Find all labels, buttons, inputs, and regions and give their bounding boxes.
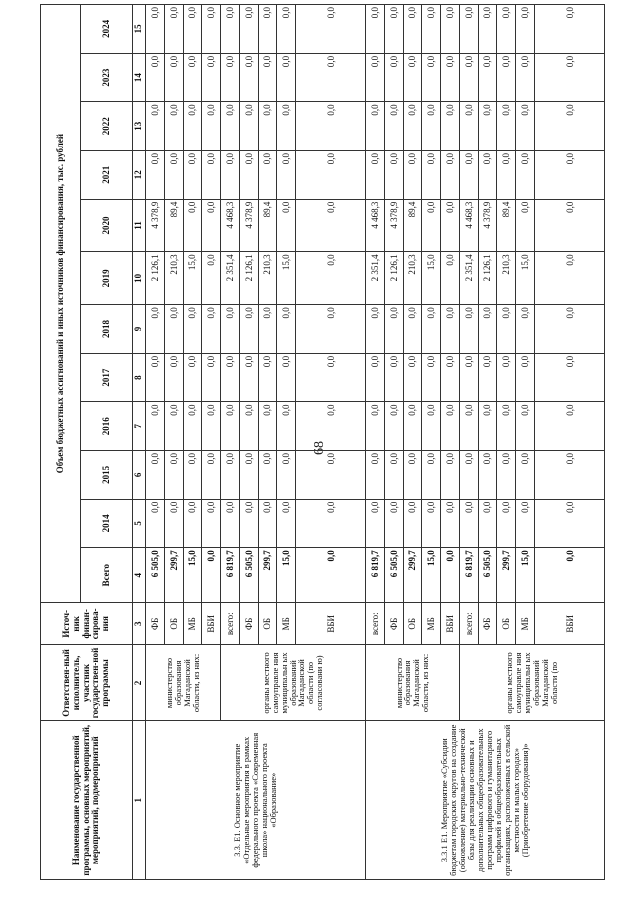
value-cell: 0,0 <box>422 499 441 548</box>
value-cell: 0,0 <box>296 499 366 548</box>
value-cell: 15,0 <box>277 252 296 305</box>
value-cell: 210,3 <box>497 252 516 305</box>
source-cell: ВБИ <box>296 603 366 645</box>
value-cell: 0,0 <box>516 353 535 402</box>
value-cell: 0,0 <box>277 305 296 354</box>
value-cell: 0,0 <box>459 53 478 102</box>
value-cell: 0,0 <box>239 402 258 451</box>
value-cell: 0,0 <box>384 151 403 200</box>
source-cell: ОБ <box>497 603 516 645</box>
value-cell: 0,0 <box>221 102 240 151</box>
source-cell: всего: <box>366 603 385 645</box>
header-responsible: Ответствен-ный исполнитель, участник государствен-ной программы <box>41 645 133 721</box>
value-cell: 0,0 <box>422 402 441 451</box>
value-cell: 0,0 <box>478 402 497 451</box>
value-cell: 0,0 <box>146 499 165 548</box>
value-cell: 0,0 <box>478 102 497 151</box>
value-cell: 0,0 <box>164 402 183 451</box>
total-cell: 0,0 <box>296 548 366 603</box>
value-cell: 15,0 <box>516 252 535 305</box>
value-cell: 0,0 <box>183 151 202 200</box>
total-cell: 15,0 <box>516 548 535 603</box>
value-cell: 0,0 <box>221 451 240 500</box>
header-index: 6 <box>133 451 146 500</box>
value-cell: 0,0 <box>146 53 165 102</box>
source-cell: ВБИ <box>441 603 460 645</box>
header-year-2023: 2023 <box>81 53 133 102</box>
source-cell: ВБИ <box>202 603 221 645</box>
value-cell: 0,0 <box>296 53 366 102</box>
value-cell: 0,0 <box>422 451 441 500</box>
value-cell: 0,0 <box>459 402 478 451</box>
value-cell: 0,0 <box>183 402 202 451</box>
total-cell: 6 505,0 <box>384 548 403 603</box>
value-cell: 210,3 <box>164 252 183 305</box>
value-cell: 4 468,3 <box>366 199 385 252</box>
value-cell: 0,0 <box>146 451 165 500</box>
value-cell: 0,0 <box>497 353 516 402</box>
value-cell: 0,0 <box>164 305 183 354</box>
value-cell: 0,0 <box>478 353 497 402</box>
value-cell: 0,0 <box>497 305 516 354</box>
value-cell: 0,0 <box>221 353 240 402</box>
value-cell: 0,0 <box>497 402 516 451</box>
header-year-2020: 2020 <box>81 199 133 252</box>
value-cell: 0,0 <box>183 199 202 252</box>
header-source: Источ-ник финан-сирова-ния <box>41 603 133 645</box>
value-cell: 0,0 <box>239 53 258 102</box>
value-cell: 0,0 <box>516 199 535 252</box>
value-cell: 0,0 <box>441 402 460 451</box>
value-cell: 0,0 <box>277 102 296 151</box>
value-cell: 0,0 <box>202 5 221 54</box>
value-cell: 2 351,4 <box>221 252 240 305</box>
total-cell: 6 505,0 <box>146 548 165 603</box>
total-cell: 299,7 <box>497 548 516 603</box>
value-cell: 0,0 <box>202 451 221 500</box>
header-year-2014: 2014 <box>81 499 133 548</box>
source-cell: МБ <box>516 603 535 645</box>
value-cell: 15,0 <box>422 252 441 305</box>
program-name: 3.3.1 Е1. Мероприятие «Субсидии бюджетам городских округов на создание (обновление) материально-технической базы для реализации основных и дополнительных общеобразовательных программ цифрового и гуманитарного профилей в общеобразовательных организациях, расположенных в сельской местности и малых городах» (Приобретение оборудования)» <box>366 721 605 880</box>
total-cell: 299,7 <box>164 548 183 603</box>
header-year-2018: 2018 <box>81 305 133 354</box>
value-cell: 0,0 <box>497 5 516 54</box>
value-cell: 0,0 <box>384 353 403 402</box>
value-cell: 0,0 <box>202 199 221 252</box>
header-name: Наименование государственной программы, основных мероприятий, мероприятий, подмероприятий <box>41 721 133 880</box>
value-cell: 0,0 <box>384 451 403 500</box>
total-cell: 6 505,0 <box>239 548 258 603</box>
value-cell: 0,0 <box>258 305 277 354</box>
value-cell: 0,0 <box>441 102 460 151</box>
value-cell: 0,0 <box>535 199 605 252</box>
value-cell: 0,0 <box>146 305 165 354</box>
value-cell: 0,0 <box>403 451 422 500</box>
budget-table <box>40 4 605 880</box>
value-cell: 0,0 <box>183 102 202 151</box>
value-cell: 0,0 <box>164 451 183 500</box>
value-cell: 0,0 <box>403 53 422 102</box>
value-cell: 0,0 <box>478 53 497 102</box>
value-cell: 0,0 <box>478 305 497 354</box>
header-index: 9 <box>133 305 146 354</box>
value-cell: 0,0 <box>258 402 277 451</box>
value-cell: 0,0 <box>277 353 296 402</box>
value-cell: 0,0 <box>146 5 165 54</box>
value-cell: 0,0 <box>277 451 296 500</box>
value-cell: 0,0 <box>403 151 422 200</box>
value-cell: 0,0 <box>366 305 385 354</box>
value-cell: 0,0 <box>146 151 165 200</box>
header-year-2016: 2016 <box>81 402 133 451</box>
value-cell: 0,0 <box>441 151 460 200</box>
value-cell: 0,0 <box>535 353 605 402</box>
source-cell: ОБ <box>164 603 183 645</box>
total-cell: 0,0 <box>441 548 460 603</box>
total-cell: 299,7 <box>258 548 277 603</box>
source-cell: ФБ <box>146 603 165 645</box>
value-cell: 0,0 <box>221 53 240 102</box>
value-cell: 4 378,9 <box>239 199 258 252</box>
value-cell: 0,0 <box>366 53 385 102</box>
value-cell: 0,0 <box>183 353 202 402</box>
value-cell: 0,0 <box>296 5 366 54</box>
header-index: 11 <box>133 199 146 252</box>
value-cell: 0,0 <box>422 102 441 151</box>
value-cell: 0,0 <box>239 5 258 54</box>
value-cell: 0,0 <box>221 402 240 451</box>
total-cell: 15,0 <box>422 548 441 603</box>
value-cell: 0,0 <box>164 5 183 54</box>
value-cell: 2 351,4 <box>459 252 478 305</box>
source-cell: всего: <box>221 603 240 645</box>
table-row <box>146 5 165 880</box>
value-cell: 0,0 <box>366 451 385 500</box>
value-cell: 0,0 <box>535 451 605 500</box>
total-cell: 6 819,7 <box>366 548 385 603</box>
value-cell: 0,0 <box>183 53 202 102</box>
responsible-ministry: министерство образования Магаданской области, из них: <box>366 645 460 721</box>
value-cell: 4 378,9 <box>478 199 497 252</box>
value-cell: 0,0 <box>422 5 441 54</box>
value-cell: 4 468,3 <box>459 199 478 252</box>
value-cell: 0,0 <box>535 252 605 305</box>
value-cell: 0,0 <box>183 499 202 548</box>
value-cell: 0,0 <box>202 252 221 305</box>
value-cell: 0,0 <box>478 451 497 500</box>
value-cell: 0,0 <box>296 353 366 402</box>
value-cell: 0,0 <box>516 305 535 354</box>
value-cell: 0,0 <box>366 151 385 200</box>
value-cell: 0,0 <box>422 151 441 200</box>
value-cell: 0,0 <box>277 151 296 200</box>
value-cell: 0,0 <box>422 199 441 252</box>
value-cell: 0,0 <box>403 353 422 402</box>
value-cell: 210,3 <box>403 252 422 305</box>
source-cell: МБ <box>277 603 296 645</box>
value-cell: 0,0 <box>403 402 422 451</box>
value-cell: 0,0 <box>146 353 165 402</box>
value-cell: 89,4 <box>164 199 183 252</box>
value-cell: 15,0 <box>183 252 202 305</box>
value-cell: 0,0 <box>221 151 240 200</box>
value-cell: 0,0 <box>535 5 605 54</box>
header-index: 4 <box>133 548 146 603</box>
value-cell: 0,0 <box>183 5 202 54</box>
value-cell: 0,0 <box>277 5 296 54</box>
value-cell: 0,0 <box>202 102 221 151</box>
value-cell: 0,0 <box>478 5 497 54</box>
total-cell: 6 505,0 <box>478 548 497 603</box>
value-cell: 0,0 <box>535 305 605 354</box>
value-cell: 0,0 <box>183 305 202 354</box>
value-cell: 0,0 <box>221 499 240 548</box>
header-index: 10 <box>133 252 146 305</box>
value-cell: 0,0 <box>366 353 385 402</box>
value-cell: 0,0 <box>478 499 497 548</box>
source-cell: МБ <box>183 603 202 645</box>
source-cell: ФБ <box>478 603 497 645</box>
value-cell: 0,0 <box>258 451 277 500</box>
value-cell: 0,0 <box>497 53 516 102</box>
rotated-table-container <box>40 4 605 880</box>
value-cell: 2 126,1 <box>384 252 403 305</box>
value-cell: 0,0 <box>497 151 516 200</box>
value-cell: 0,0 <box>202 151 221 200</box>
header-index: 7 <box>133 402 146 451</box>
value-cell: 0,0 <box>277 402 296 451</box>
value-cell: 0,0 <box>384 499 403 548</box>
value-cell: 2 126,1 <box>239 252 258 305</box>
value-cell: 0,0 <box>239 451 258 500</box>
value-cell: 0,0 <box>164 499 183 548</box>
value-cell: 0,0 <box>516 451 535 500</box>
value-cell: 0,0 <box>202 402 221 451</box>
value-cell: 0,0 <box>221 5 240 54</box>
value-cell: 0,0 <box>384 402 403 451</box>
value-cell: 4 468,3 <box>221 199 240 252</box>
value-cell: 0,0 <box>239 305 258 354</box>
total-cell: 6 819,7 <box>221 548 240 603</box>
source-cell: ВБИ <box>535 603 605 645</box>
value-cell: 0,0 <box>422 305 441 354</box>
value-cell: 0,0 <box>366 5 385 54</box>
value-cell: 0,0 <box>403 102 422 151</box>
responsible-municipal: органы местного самоуправле ния муниципальн ых образований Магаданской области (по <box>459 645 604 721</box>
value-cell: 0,0 <box>497 102 516 151</box>
value-cell: 0,0 <box>183 451 202 500</box>
value-cell: 0,0 <box>459 499 478 548</box>
header-year-2017: 2017 <box>81 353 133 402</box>
header-index: 5 <box>133 499 146 548</box>
header-index: 1 <box>133 721 146 880</box>
header-financing-group: Объем бюджетных ассигнований и иных источников финансирования, тыс. рублей <box>41 5 81 603</box>
value-cell: 0,0 <box>277 499 296 548</box>
value-cell: 0,0 <box>239 353 258 402</box>
value-cell: 0,0 <box>202 305 221 354</box>
source-cell: МБ <box>422 603 441 645</box>
header-index: 8 <box>133 353 146 402</box>
value-cell: 0,0 <box>384 5 403 54</box>
source-cell: ОБ <box>258 603 277 645</box>
value-cell: 0,0 <box>296 252 366 305</box>
value-cell: 0,0 <box>202 499 221 548</box>
program-name: 3.3. Е1. Основное мероприятие «Отдельные мероприятия в рамках федерального проекта «Современная школа» национального проекта «Образование» <box>146 721 366 880</box>
value-cell: 0,0 <box>384 102 403 151</box>
total-cell: 15,0 <box>183 548 202 603</box>
value-cell: 0,0 <box>296 151 366 200</box>
value-cell: 0,0 <box>384 305 403 354</box>
value-cell: 89,4 <box>403 199 422 252</box>
value-cell: 0,0 <box>258 102 277 151</box>
value-cell: 0,0 <box>516 5 535 54</box>
value-cell: 0,0 <box>403 499 422 548</box>
header-index: 15 <box>133 5 146 54</box>
value-cell: 4 378,9 <box>146 199 165 252</box>
value-cell: 0,0 <box>459 151 478 200</box>
value-cell: 0,0 <box>164 151 183 200</box>
value-cell: 2 126,1 <box>478 252 497 305</box>
header-index: 3 <box>133 603 146 645</box>
value-cell: 2 126,1 <box>146 252 165 305</box>
value-cell: 0,0 <box>459 353 478 402</box>
value-cell: 0,0 <box>366 102 385 151</box>
value-cell: 2 351,4 <box>366 252 385 305</box>
value-cell: 210,3 <box>258 252 277 305</box>
value-cell: 0,0 <box>258 151 277 200</box>
value-cell: 89,4 <box>258 199 277 252</box>
value-cell: 0,0 <box>239 102 258 151</box>
value-cell: 0,0 <box>164 102 183 151</box>
value-cell: 0,0 <box>422 53 441 102</box>
value-cell: 0,0 <box>258 499 277 548</box>
value-cell: 0,0 <box>441 451 460 500</box>
value-cell: 0,0 <box>535 151 605 200</box>
value-cell: 0,0 <box>516 53 535 102</box>
value-cell: 0,0 <box>459 305 478 354</box>
value-cell: 0,0 <box>258 53 277 102</box>
value-cell: 0,0 <box>403 5 422 54</box>
total-cell: 6 819,7 <box>459 548 478 603</box>
value-cell: 0,0 <box>441 252 460 305</box>
header-year-2022: 2022 <box>81 102 133 151</box>
header-total: Всего <box>81 548 133 603</box>
value-cell: 0,0 <box>202 53 221 102</box>
total-cell: 0,0 <box>535 548 605 603</box>
value-cell: 0,0 <box>296 199 366 252</box>
value-cell: 0,0 <box>258 5 277 54</box>
value-cell: 0,0 <box>366 499 385 548</box>
value-cell: 0,0 <box>146 402 165 451</box>
value-cell: 0,0 <box>459 102 478 151</box>
value-cell: 0,0 <box>384 53 403 102</box>
header-year-2019: 2019 <box>81 252 133 305</box>
source-cell: ОБ <box>403 603 422 645</box>
value-cell: 0,0 <box>497 499 516 548</box>
value-cell: 0,0 <box>164 53 183 102</box>
value-cell: 0,0 <box>535 53 605 102</box>
value-cell: 0,0 <box>239 151 258 200</box>
value-cell: 0,0 <box>535 402 605 451</box>
value-cell: 0,0 <box>478 151 497 200</box>
total-cell: 299,7 <box>403 548 422 603</box>
header-index: 13 <box>133 102 146 151</box>
source-cell: ФБ <box>384 603 403 645</box>
value-cell: 0,0 <box>422 353 441 402</box>
value-cell: 89,4 <box>497 199 516 252</box>
value-cell: 0,0 <box>221 305 240 354</box>
value-cell: 0,0 <box>441 499 460 548</box>
value-cell: 0,0 <box>296 402 366 451</box>
value-cell: 0,0 <box>516 102 535 151</box>
header-index: 2 <box>133 645 146 721</box>
source-cell: всего: <box>459 603 478 645</box>
total-cell: 15,0 <box>277 548 296 603</box>
value-cell: 4 378,9 <box>384 199 403 252</box>
value-cell: 0,0 <box>441 5 460 54</box>
value-cell: 0,0 <box>497 451 516 500</box>
value-cell: 0,0 <box>441 199 460 252</box>
header-year-2024: 2024 <box>81 5 133 54</box>
value-cell: 0,0 <box>459 451 478 500</box>
header-index: 14 <box>133 53 146 102</box>
value-cell: 0,0 <box>202 353 221 402</box>
value-cell: 0,0 <box>366 402 385 451</box>
value-cell: 0,0 <box>441 305 460 354</box>
value-cell: 0,0 <box>441 353 460 402</box>
header-year-2021: 2021 <box>81 151 133 200</box>
value-cell: 0,0 <box>516 499 535 548</box>
value-cell: 0,0 <box>146 102 165 151</box>
source-cell: ФБ <box>239 603 258 645</box>
value-cell: 0,0 <box>516 402 535 451</box>
responsible-municipal: органы местного самоуправле ния муниципальн ых образований Магаданской области (по согласовани ю) <box>221 645 366 721</box>
value-cell: 0,0 <box>164 353 183 402</box>
value-cell: 0,0 <box>403 305 422 354</box>
value-cell: 0,0 <box>258 353 277 402</box>
value-cell: 0,0 <box>239 499 258 548</box>
value-cell: 0,0 <box>296 451 366 500</box>
value-cell: 0,0 <box>535 499 605 548</box>
value-cell: 0,0 <box>535 102 605 151</box>
value-cell: 0,0 <box>277 199 296 252</box>
header-year-2015: 2015 <box>81 451 133 500</box>
value-cell: 0,0 <box>296 102 366 151</box>
page-number: 68 <box>312 441 327 455</box>
value-cell: 0,0 <box>516 151 535 200</box>
value-cell: 0,0 <box>459 5 478 54</box>
table-row <box>366 5 385 880</box>
total-cell: 0,0 <box>202 548 221 603</box>
value-cell: 0,0 <box>277 53 296 102</box>
value-cell: 0,0 <box>296 305 366 354</box>
header-index: 12 <box>133 151 146 200</box>
responsible-ministry: министерство образования Магаданской области, из них: <box>146 645 221 721</box>
value-cell: 0,0 <box>441 53 460 102</box>
